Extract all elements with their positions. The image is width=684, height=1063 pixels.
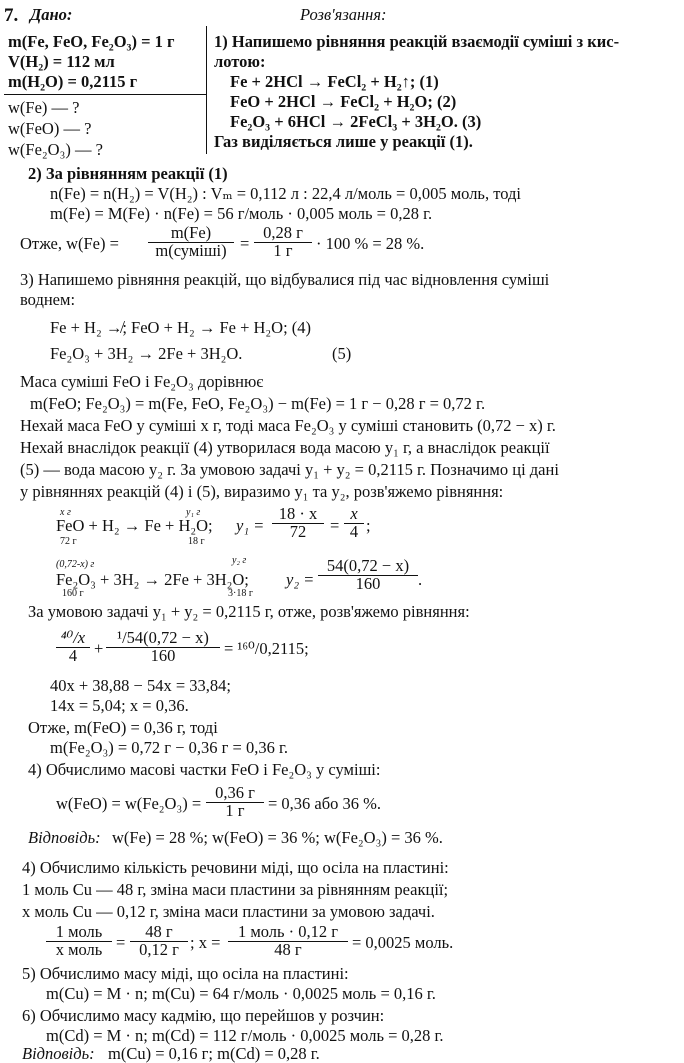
- solution-heading: Розв'язання:: [300, 5, 387, 24]
- find-w-fe2o3: w(Fe₂O₃) — ?: [8, 140, 103, 159]
- fraction-1mol-over-xmol: [46, 924, 112, 958]
- fraction-denominator: x моль: [55, 939, 103, 959]
- given-heading: Дано:: [30, 5, 73, 24]
- solve-intro: За умовою задачі y₁ + y₂ = 0,2115 г, отже, розв'яжемо рівняння:: [28, 602, 470, 621]
- fraction-numerator: 48 г: [130, 924, 188, 942]
- period: .: [418, 570, 423, 589]
- equation-b-y2: y₂ =: [286, 570, 315, 589]
- fraction-numerator: 1 моль · 0,12 г: [228, 924, 348, 942]
- fraction-denominator: 4: [349, 521, 359, 541]
- fraction-numerator: 0,36 г: [206, 785, 264, 803]
- step3-line4: m(FeO; Fe₂O₃) = m(Fe, FeO, Fe₂O₃) − m(Fe) = 1 г − 0,28 г = 0,72 г.: [30, 394, 486, 413]
- fraction-54-072-x-over-160: [318, 558, 418, 592]
- fraction-40x-over-4: [56, 630, 90, 664]
- solve-line2: 40x + 38,88 − 54x = 33,84;: [50, 676, 232, 695]
- step1-line1: 1) Напишемо рівняння реакцій взаємодії суміші з кис-: [214, 32, 620, 51]
- fraction-denominator: 160: [150, 645, 176, 665]
- equals-sign: =: [330, 516, 340, 535]
- fraction-mfe-over-mmix: [148, 225, 234, 259]
- step3-line5: Нехай маса FeO у суміші x г, тоді маса Fe₂O₃ у суміші становить (0,72 − x) г.: [20, 416, 556, 435]
- fraction-numerator: 1 моль: [46, 924, 112, 942]
- x-result: = 0,0025 моль.: [352, 933, 454, 952]
- step1-line2: лотою:: [214, 52, 266, 71]
- x-equals: ; x =: [190, 933, 221, 952]
- step2-line3: m(Fe) = M(Fe) · n(Fe) = 56 г/моль · 0,005 моль = 0,28 г.: [50, 204, 433, 223]
- part2-line7: m(Cd) = M · n; m(Cd) = 112 г/моль · 0,0025 моль = 0,28 г.: [46, 1026, 444, 1045]
- annotation-3x18g: 3·18 г: [228, 588, 253, 599]
- step3-line7: (5) — вода масою y₂ г. За умовою задачі y₁ + y₂ = 0,2115 г. Позначимо ці дані: [20, 460, 559, 479]
- fraction-denominator: 0,12 г: [139, 939, 179, 959]
- reaction-2: FeO + 2HCl → FeCl₂ + H₂O; (2): [230, 92, 457, 111]
- equals-sign: =: [116, 933, 126, 952]
- given-mass-mixture: m(Fe, FeO, Fe₂O₃) = 1 г: [8, 32, 175, 51]
- part2-line4: 5) Обчислимо масу міді, що осіла на пластині:: [22, 964, 349, 983]
- step3-line2: воднем:: [20, 290, 76, 309]
- fraction-x-calculation: [228, 924, 348, 958]
- given-volume-h2: V(H₂) = 112 мл: [8, 52, 115, 71]
- fraction-numerator: ¹/54(0,72 − x): [106, 630, 220, 648]
- step3-line8: у рівняннях реакцій (4) і (5), виразимо y₁ та y₂, розв'яжемо рівняння:: [20, 482, 504, 501]
- solve-line4: Отже, m(FeO) = 0,36 г, тоді: [28, 718, 218, 737]
- problem-number: 7.: [4, 5, 19, 26]
- plus-sign: +: [94, 639, 104, 658]
- answer-label: Відповідь:: [28, 828, 101, 847]
- solve-line5: m(Fe₂O₃) = 0,72 г − 0,36 г = 0,36 г.: [50, 738, 288, 757]
- annotation-y2-g: y₂ г: [232, 555, 247, 566]
- mass-fraction-label: w(FeO) = w(Fe₂O₃) =: [56, 794, 202, 813]
- reaction-4: Fe + H₂ ↛; FeO + H₂ → Fe + H₂O; (4): [50, 318, 312, 337]
- step4-heading: 4) Обчислимо масові частки FeO і Fe₂O₃ у суміші:: [28, 760, 381, 779]
- fraction-numerator: 0,28 г: [254, 225, 312, 243]
- step3-line6: Нехай внаслідок реакції (4) утворилася вода масою y₁ г, а внаслідок реакції: [20, 438, 550, 457]
- fraction-denominator: 1 г: [225, 800, 245, 820]
- annotation-072-x-g: (0,72-x) г: [56, 559, 95, 570]
- step3-line1: 3) Напишемо рівняння реакцій, що відбувалися під час відновлення суміші: [20, 270, 550, 289]
- fraction-18x-over-72: [272, 506, 324, 540]
- fraction-numerator: 18 · x: [272, 506, 324, 524]
- annotation-18g: 18 г: [188, 536, 205, 547]
- solve-line3: 14x = 5,04; x = 0,36.: [50, 696, 189, 715]
- fraction-028-over-1: [254, 225, 312, 259]
- fraction-numerator: m(Fe): [148, 225, 234, 243]
- fraction-numerator: ⁴⁰/x: [56, 630, 90, 648]
- semicolon: ;: [366, 516, 371, 535]
- step3-line3: Маса суміші FeO і Fe₂O₃ дорівнює: [20, 372, 264, 391]
- step1-line3: Газ виділяється лише у реакції (1).: [214, 132, 473, 151]
- mass-fraction-result: = 0,36 або 36 %.: [268, 794, 382, 813]
- part2-answer-label: Відповідь:: [22, 1044, 95, 1063]
- equals-sign: =: [240, 234, 250, 253]
- equation-a-reaction: FeO + H₂ → Fe + H₂O;: [56, 516, 213, 535]
- step2-result-label: Отже, w(Fe) =: [20, 234, 119, 253]
- fraction-denominator: m(суміші): [155, 240, 227, 260]
- fraction-48-over-012: [130, 924, 188, 958]
- fraction-036-over-1: [206, 785, 264, 819]
- part2-line2: 1 моль Cu — 48 г, зміна маси пластини за рівнянням реакції;: [22, 880, 449, 899]
- given-vertical-divider: [206, 26, 207, 154]
- given-mass-water: m(H₂O) = 0,2115 г: [8, 72, 138, 91]
- fraction-denominator: 72: [289, 521, 307, 541]
- part2-line6: 6) Обчислимо масу кадмію, що перейшов у розчин:: [22, 1006, 385, 1025]
- fraction-denominator: 1 г: [273, 240, 293, 260]
- annotation-72g: 72 г: [60, 536, 77, 547]
- fraction-numerator: 54(0,72 − x): [318, 558, 418, 576]
- equation-rhs: = ¹⁶⁰/0,2115;: [224, 639, 309, 658]
- annotation-x-g: x г: [60, 507, 71, 518]
- annotation-y1-g: y₁ г: [186, 507, 201, 518]
- reaction-3: Fe₂O₃ + 6HCl → 2FeCl₃ + 3H₂O. (3): [230, 112, 482, 131]
- fraction-numerator: x: [344, 506, 364, 524]
- part2-answer-text: m(Cu) = 0,16 г; m(Cd) = 0,28 г.: [108, 1044, 320, 1063]
- equation-a-y1: y₁ =: [236, 516, 265, 535]
- part2-line5: m(Cu) = M · n; m(Cu) = 64 г/моль · 0,0025 моль = 0,16 г.: [46, 984, 436, 1003]
- fraction-x-over-4: [344, 506, 364, 540]
- equation-b-reaction: Fe₂O₃ + 3H₂ → 2Fe + 3H₂O;: [56, 570, 249, 589]
- fraction-denominator: 4: [68, 645, 78, 665]
- part2-line1: 4) Обчислимо кількість речовини міді, що осіла на пластині:: [22, 858, 449, 877]
- reaction-5-number: (5): [332, 344, 352, 363]
- step2-line2: n(Fe) = n(H₂) = V(H₂) : Vₘ = 0,112 л : 22,4 л/моль = 0,005 моль, тоді: [50, 184, 521, 203]
- fraction-denominator: 48 г: [274, 939, 302, 959]
- fraction-54-072-x-over-160-b: [106, 630, 220, 664]
- given-divider: [4, 94, 206, 95]
- fraction-denominator: 160: [355, 573, 381, 593]
- reaction-5: Fe₂O₃ + 3H₂ → 2Fe + 3H₂O.: [50, 344, 243, 363]
- find-w-feo: w(FeO) — ?: [8, 119, 92, 138]
- answer-text: w(Fe) = 28 %; w(FeO) = 36 %; w(Fe₂O₃) = 36 %.: [112, 828, 443, 847]
- step2-result-value: · 100 % = 28 %.: [316, 234, 425, 253]
- find-w-fe: w(Fe) — ?: [8, 98, 80, 117]
- annotation-160g: 160 г: [62, 588, 84, 599]
- reaction-1: Fe + 2HCl → FeCl₂ + H₂↑; (1): [230, 72, 439, 91]
- step2-line1: 2) За рівнянням реакції (1): [28, 164, 228, 183]
- part2-line3: x моль Cu — 0,12 г, зміна маси пластини за умовою задачі.: [22, 902, 435, 921]
